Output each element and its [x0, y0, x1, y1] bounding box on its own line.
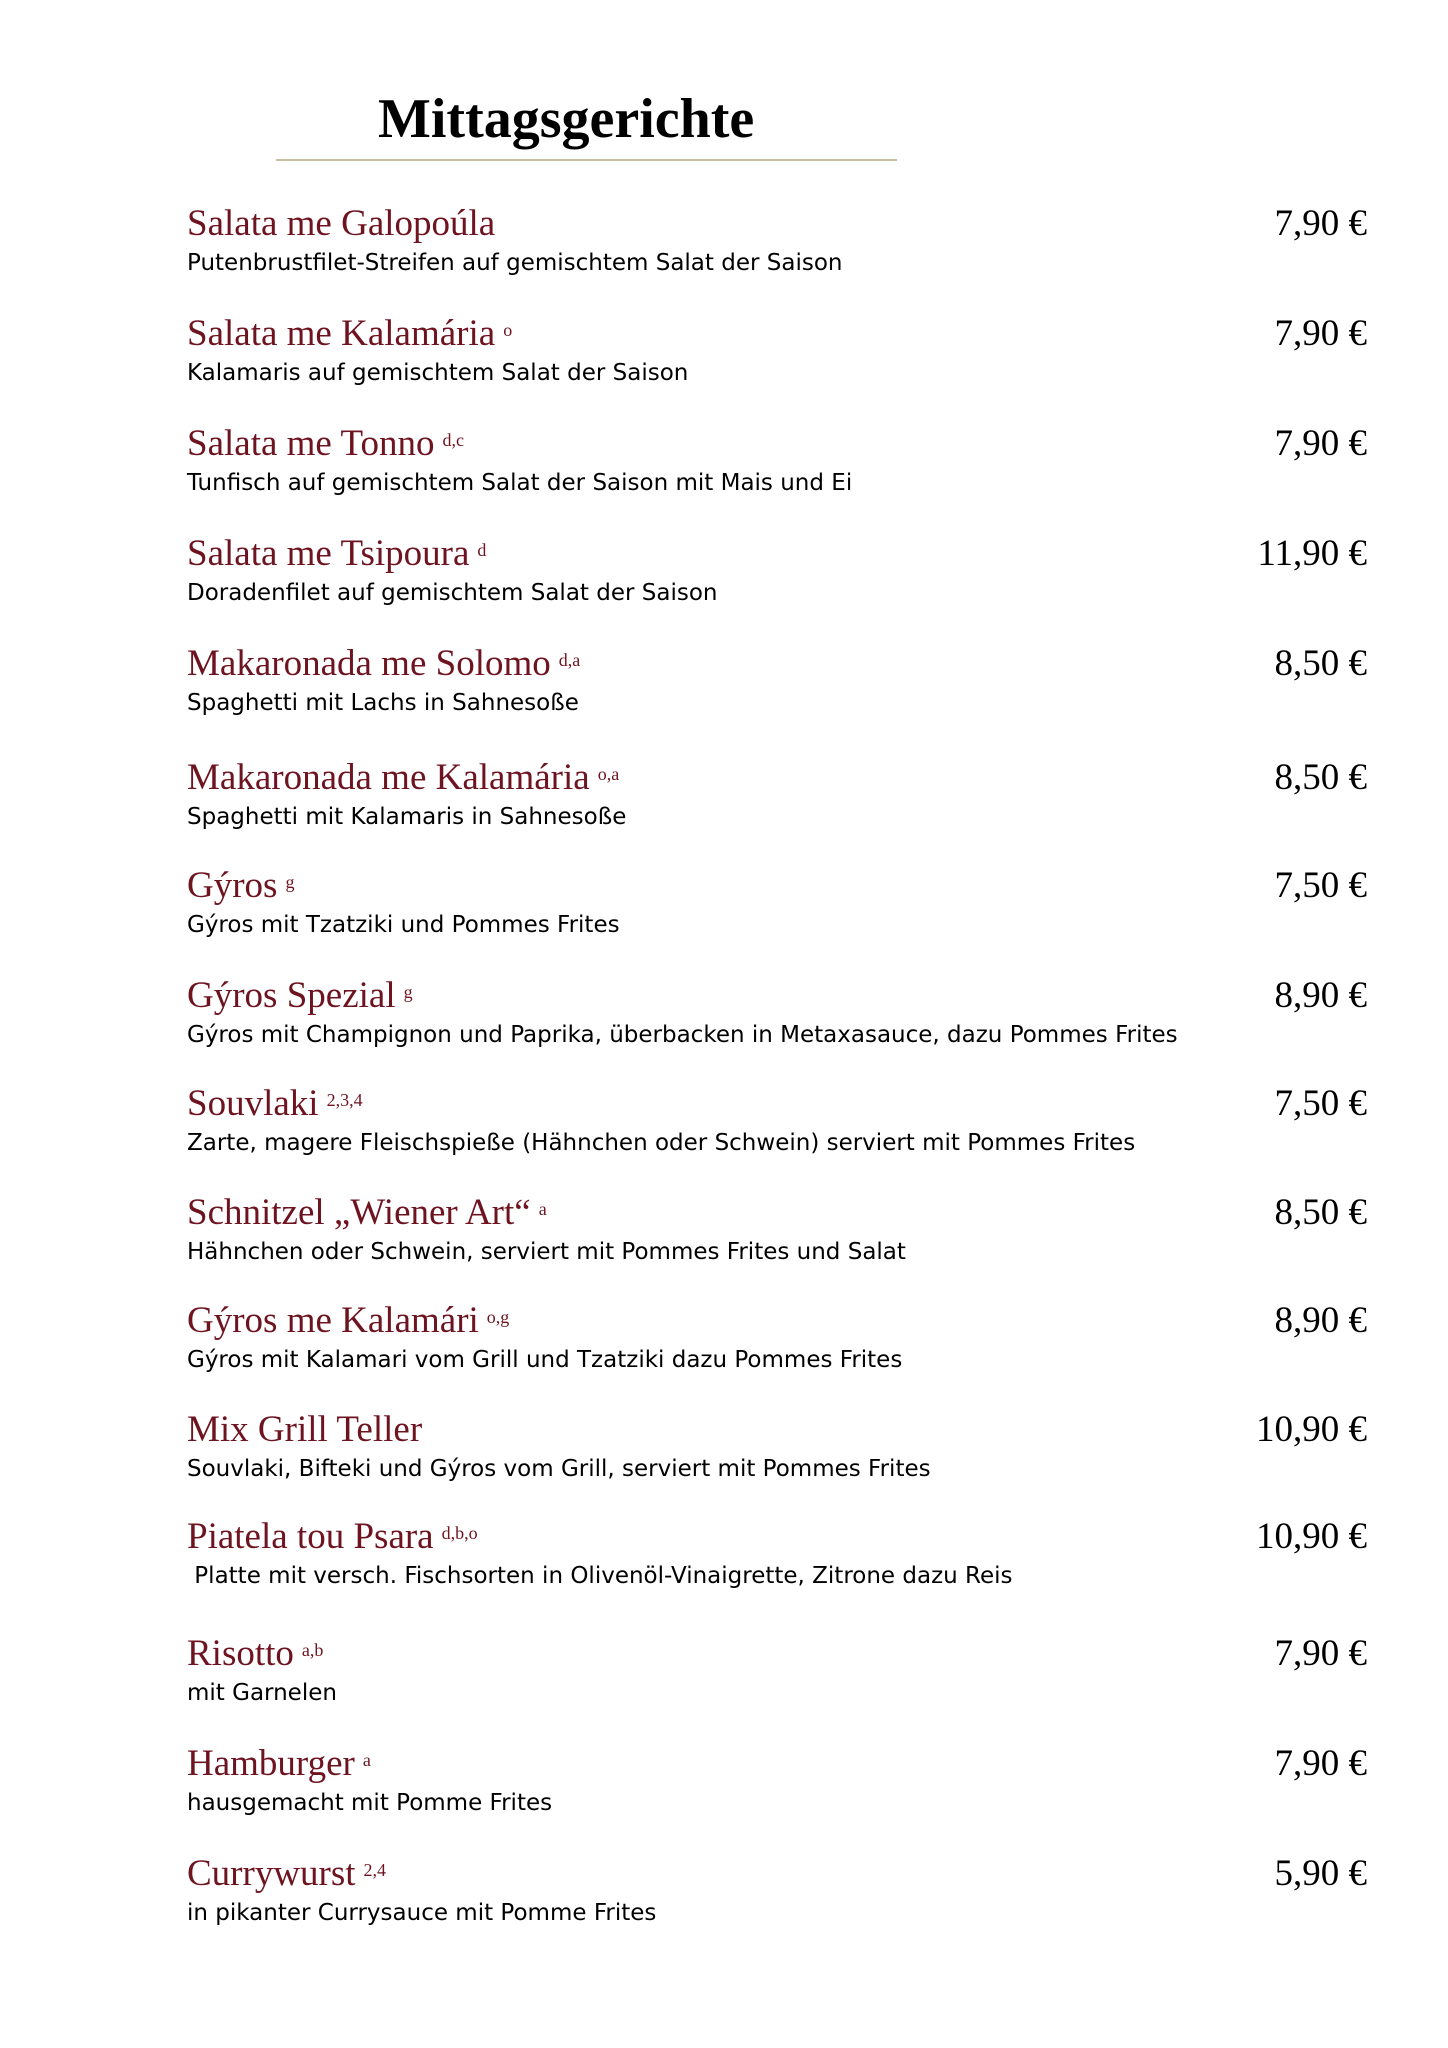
item-name-line — [187, 1082, 363, 1126]
allergen-codes: d — [477, 540, 487, 560]
menu-item — [187, 1852, 1367, 1952]
menu-item — [187, 312, 1367, 412]
item-price: 7,50 € — [1274, 865, 1367, 906]
item-price: 7,90 € — [1274, 1743, 1367, 1784]
item-description: Souvlaki, Bifteki und Gýros vom Grill, serviert mit Pommes Frites — [187, 1456, 931, 1482]
item-name-line — [187, 202, 495, 246]
item-price: 5,90 € — [1274, 1853, 1367, 1894]
allergen-codes: o,g — [486, 1307, 510, 1327]
item-price: 8,50 € — [1274, 1192, 1367, 1233]
page-title: Mittagsgerichte — [378, 88, 755, 150]
item-name-line — [187, 1515, 478, 1559]
item-name-line — [187, 642, 580, 686]
item-name: Hamburger — [187, 1743, 355, 1784]
allergen-codes: 2,4 — [363, 1860, 387, 1880]
item-name: Salata me Galopoúla — [187, 203, 496, 244]
item-name: Gýros me Kalamári — [187, 1300, 479, 1341]
allergen-codes: g — [285, 872, 295, 892]
item-price: 7,90 € — [1274, 203, 1367, 244]
item-price: 7,90 € — [1274, 313, 1367, 354]
allergen-codes: d,a — [558, 650, 581, 670]
item-description: Spaghetti mit Kalamaris in Sahnesoße — [187, 804, 627, 830]
menu-item — [187, 642, 1367, 742]
menu-item — [187, 532, 1367, 632]
allergen-codes: a — [362, 1750, 371, 1770]
menu-item — [187, 864, 1367, 964]
allergen-codes: 2,3,4 — [326, 1090, 363, 1110]
item-name: Salata me Kalamária — [187, 313, 496, 354]
item-name: Makaronada me Solomo — [187, 643, 551, 684]
item-name-line — [187, 1191, 547, 1235]
item-name: Schnitzel „Wiener Art“ — [187, 1192, 531, 1233]
item-price: 10,90 € — [1256, 1516, 1367, 1557]
item-name-line — [187, 864, 294, 908]
allergen-codes: a — [538, 1199, 547, 1219]
menu-item — [187, 756, 1367, 856]
item-name: Gýros Spezial — [187, 975, 396, 1016]
item-description: hausgemacht mit Pomme Frites — [187, 1790, 553, 1816]
item-price: 7,90 € — [1274, 1633, 1367, 1674]
item-description: in pikanter Currysauce mit Pomme Frites — [187, 1900, 657, 1926]
item-description: Zarte, magere Fleischspieße (Hähnchen oder Schwein) serviert mit Pommes Frites — [187, 1130, 1136, 1156]
title-divider — [276, 159, 897, 161]
item-name-line — [187, 974, 413, 1018]
item-price: 8,90 € — [1274, 1300, 1367, 1341]
item-price: 11,90 € — [1257, 533, 1367, 574]
item-description: Platte mit versch. Fischsorten in Olivenöl-Vinaigrette, Zitrone dazu Reis — [187, 1563, 1013, 1589]
menu-item — [187, 1742, 1367, 1842]
item-price: 7,50 € — [1274, 1083, 1367, 1124]
item-description: Spaghetti mit Lachs in Sahnesoße — [187, 690, 579, 716]
item-name: Souvlaki — [187, 1083, 319, 1124]
allergen-codes: o,a — [597, 764, 620, 784]
menu-item — [187, 1082, 1367, 1182]
menu-item — [187, 974, 1367, 1074]
menu-item — [187, 422, 1367, 522]
item-name-line — [187, 1299, 509, 1343]
item-price: 10,90 € — [1256, 1409, 1367, 1450]
allergen-codes: d,c — [442, 430, 464, 450]
item-price: 8,50 € — [1274, 643, 1367, 684]
item-description: Putenbrustfilet-Streifen auf gemischtem Salat der Saison — [187, 250, 843, 276]
menu-item — [187, 1191, 1367, 1291]
item-name-line — [187, 1632, 323, 1676]
menu-item — [187, 1299, 1367, 1399]
item-description: Gýros mit Kalamari vom Grill und Tzatziki dazu Pommes Frites — [187, 1347, 903, 1373]
item-price: 7,90 € — [1274, 423, 1367, 464]
item-name: Risotto — [187, 1633, 294, 1674]
item-description: Gýros mit Tzatziki und Pommes Frites — [187, 912, 620, 938]
item-name: Makaronada me Kalamária — [187, 757, 590, 798]
item-name-line — [187, 312, 512, 356]
allergen-codes: g — [403, 982, 413, 1002]
allergen-codes: a,b — [301, 1640, 324, 1660]
item-name-line — [187, 1852, 386, 1896]
item-description: Tunfisch auf gemischtem Salat der Saison mit Mais und Ei — [187, 470, 853, 496]
item-description: Hähnchen oder Schwein, serviert mit Pommes Frites und Salat — [187, 1239, 906, 1265]
item-price: 8,90 € — [1274, 975, 1367, 1016]
item-name-line — [187, 1408, 422, 1452]
item-description: mit Garnelen — [187, 1680, 337, 1706]
menu-item — [187, 1632, 1367, 1732]
item-name-line — [187, 422, 464, 466]
item-name-line — [187, 1742, 371, 1786]
item-name: Piatela tou Psara — [187, 1516, 434, 1557]
allergen-codes: o — [503, 320, 513, 340]
item-name-line — [187, 532, 486, 576]
item-description: Doradenfilet auf gemischtem Salat der Saison — [187, 580, 718, 606]
allergen-codes: d,b,o — [441, 1523, 478, 1543]
item-price: 8,50 € — [1274, 757, 1367, 798]
item-name: Mix Grill Teller — [187, 1409, 423, 1450]
menu-item — [187, 202, 1367, 302]
item-name: Currywurst — [187, 1853, 356, 1894]
item-name: Salata me Tonno — [187, 423, 435, 464]
item-name: Gýros — [187, 865, 278, 906]
item-name-line — [187, 756, 619, 800]
item-name: Salata me Tsipoura — [187, 533, 470, 574]
item-description: Gýros mit Champignon und Paprika, überbacken in Metaxasauce, dazu Pommes Frites — [187, 1022, 1178, 1048]
menu-item — [187, 1408, 1367, 1508]
menu-item — [187, 1515, 1367, 1615]
item-description: Kalamaris auf gemischtem Salat der Saison — [187, 360, 689, 386]
